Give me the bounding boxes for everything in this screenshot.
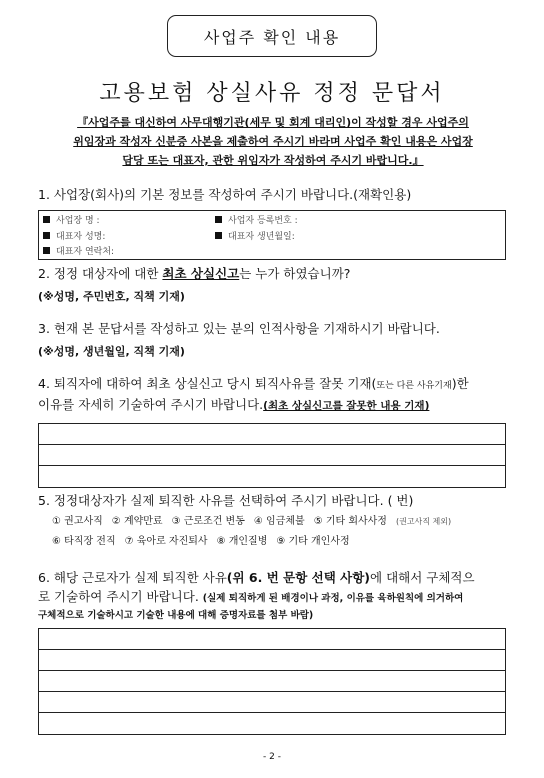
section-header-box [167, 15, 377, 57]
section-header-text: 사업주 확인 내용 [203, 27, 341, 47]
field-label: 대표자 생년월일: [228, 232, 295, 242]
question-2-emphasis: 최초 상실신고 [162, 266, 240, 281]
question-6-emphasis: (위 6. 번 문항 선택 사항) [226, 570, 371, 585]
answer-line[interactable] [39, 629, 505, 650]
answer-line[interactable] [39, 692, 505, 713]
question-2-note: (※성명, 주민번호, 직책 기재) [38, 290, 185, 303]
field-rep-name[interactable] [43, 228, 105, 243]
field-label: 사업장 명 : [56, 216, 100, 226]
question-2-text: 2. 정정 대상자에 대한 [38, 266, 163, 281]
notice-block [32, 113, 514, 170]
question-4-text-end: )한 [451, 376, 469, 391]
field-rep-birth[interactable] [215, 228, 295, 243]
options-row-2 [52, 532, 359, 552]
company-info-box [38, 210, 506, 260]
option-7[interactable]: ⑦ 육아로 자진퇴사 [124, 536, 208, 547]
question-5: 5. 정정대상자가 실제 퇴직한 사유를 선택하여 주시기 바랍니다. ( 번) [38, 493, 414, 508]
notice-line-2: 위임장과 작성자 신분증 사본을 제출하여 주시기 바라며 사업주 확인 내용은 사업장 [73, 135, 473, 148]
square-bullet-icon [43, 247, 50, 254]
answer-line[interactable] [39, 713, 505, 734]
square-bullet-icon [43, 216, 50, 223]
option-1[interactable]: ① 권고사직 [52, 516, 103, 527]
page-number: - 2 - [263, 752, 281, 762]
option-5[interactable] [314, 516, 460, 527]
option-9[interactable]: ⑨ 기타 개인사정 [276, 536, 350, 547]
question-4-text-2: 이유를 자세히 기술하여 주시기 바랍니다. [38, 397, 264, 412]
question-6-text: 6. 해당 근로자가 실제 퇴직한 사유 [38, 570, 227, 585]
option-4[interactable]: ④ 임금체불 [253, 516, 305, 527]
question-6-text-2: 로 기술하여 주시기 바랍니다. [38, 589, 203, 604]
question-2-text-end: 는 누가 하였습니까? [239, 266, 351, 281]
notice-line-1: 『사업주를 대신하여 사무대행기관(세무 및 회계 대리인)이 작성할 경우 사업주의 [77, 116, 469, 129]
answer-line[interactable] [39, 671, 505, 692]
question-4-note: (최초 상실신고를 잘못한 내용 기재) [263, 400, 430, 412]
answer-box-q6[interactable] [38, 628, 506, 735]
field-workplace-name[interactable] [43, 212, 100, 227]
question-6-text-end: 에 대해서 구체적으 [370, 570, 475, 585]
answer-box-q4[interactable] [38, 423, 506, 488]
answer-line[interactable] [39, 424, 505, 445]
question-6-note-2: 구체적으로 기술하시고 기술한 내용에 대해 증명자료를 첨부 바람) [38, 610, 314, 621]
square-bullet-icon [43, 232, 50, 239]
option-2[interactable]: ② 계약만료 [111, 516, 163, 527]
question-4-text: 4. 퇴직자에 대하여 최초 상실신고 당시 퇴직사유를 잘못 기재( [38, 376, 377, 391]
field-label: 대표자 연락처: [56, 247, 115, 257]
question-6-note: (실제 퇴직하게 된 배경이나 과정, 이유를 육하원칙에 의거하여 [202, 593, 464, 604]
option-5-label: ⑤ 기타 회사사정 [313, 516, 387, 527]
question-4-line-1 [38, 374, 469, 396]
document-title: 고용보험 상실사유 정정 문답서 [99, 81, 445, 106]
answer-line[interactable] [39, 650, 505, 671]
field-label: 대표자 성명: [56, 232, 106, 242]
field-label: 사업자 등록번호 : [228, 216, 298, 226]
question-4-aside: 또는 다른 사유기재 [376, 381, 452, 391]
notice-line-3: 담당 또는 대표자, 관한 위임자가 작성하여 주시기 바랍니다.』 [122, 154, 424, 167]
answer-line[interactable] [39, 466, 505, 486]
question-4-line-2 [38, 395, 429, 416]
answer-line[interactable] [39, 445, 505, 466]
question-2 [38, 264, 350, 284]
option-8[interactable]: ⑧ 개인질병 [216, 536, 268, 547]
option-3[interactable]: ③ 근로조건 변동 [171, 516, 245, 527]
question-6-line-1 [38, 568, 475, 588]
field-business-reg-no[interactable] [215, 212, 298, 227]
question-1: 1. 사업장(회사)의 기본 정보를 작성하여 주시기 바랍니다.(재확인용) [38, 187, 412, 202]
option-6[interactable]: ⑥ 타직장 전직 [52, 536, 116, 547]
option-5-note: (권고사직 제외) [395, 517, 452, 526]
question-6-line-2 [38, 587, 463, 609]
square-bullet-icon [215, 232, 222, 239]
question-3: 3. 현재 본 문답서를 작성하고 있는 분의 인적사항을 기재하시기 바랍니다. [38, 321, 440, 336]
square-bullet-icon [215, 216, 222, 223]
question-3-note: (※성명, 생년월일, 직책 기재) [38, 345, 185, 358]
field-rep-contact[interactable] [43, 243, 114, 258]
options-row-1 [52, 512, 469, 532]
